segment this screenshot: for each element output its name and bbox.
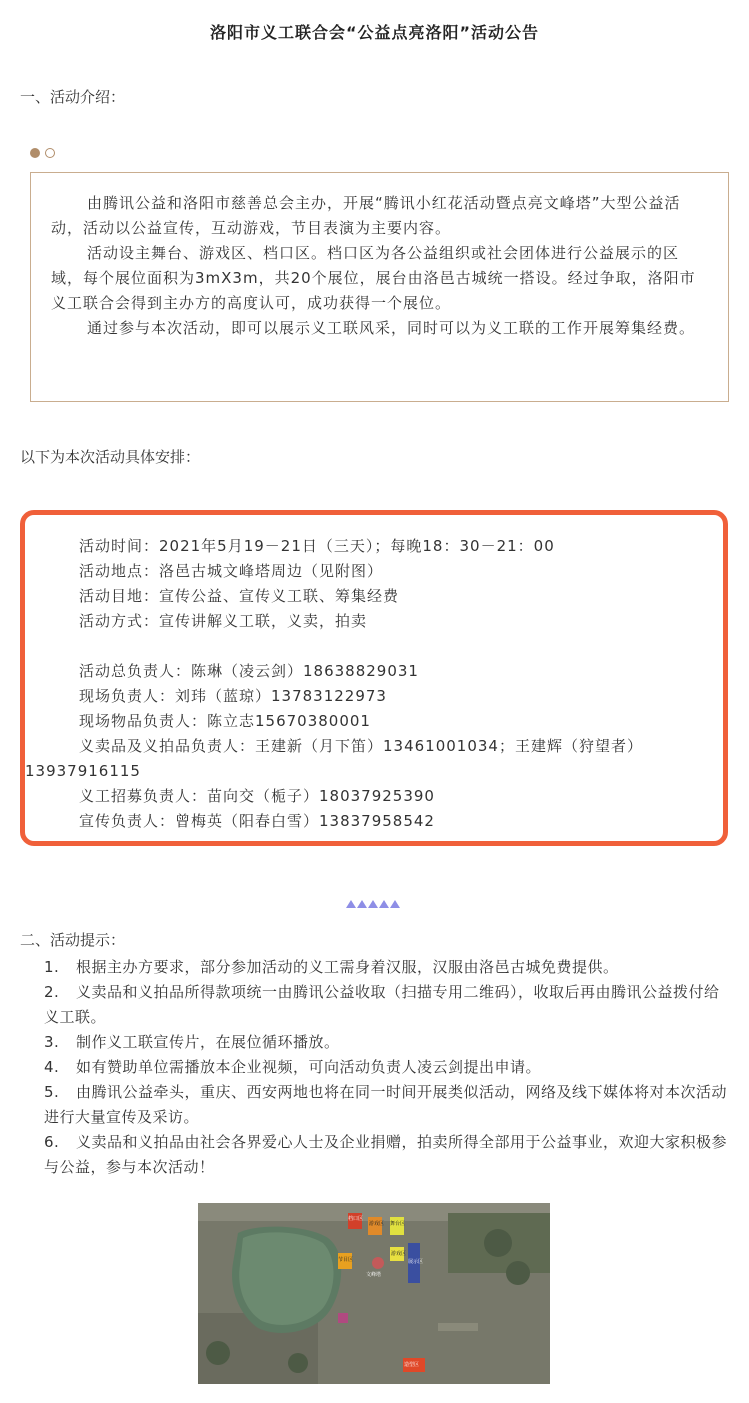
map-label: 展示区 xyxy=(408,1259,424,1265)
carousel-dot-active-icon[interactable] xyxy=(30,148,40,158)
triangle-icon xyxy=(390,900,400,908)
map-label: 节目区 xyxy=(338,1257,354,1263)
tips-list xyxy=(20,955,732,1180)
intro-paragraph: 活动设主舞台、游戏区、档口区。档口区为各公益组织或社会团体进行公益展示的区域，每个展位面积为3mX3m，共20个展位，展台由洛邑古城统一搭设。经过争取，洛阳市义工联合会得到主办方的高度认可，成功获得一个展位。 xyxy=(51,244,696,312)
schedule-location: 活动地点：洛邑古城文峰塔周边（见附图） xyxy=(79,562,384,580)
schedule-time: 活动时间：2021年5月19－21日（三天）；每晚18：30－21：00 xyxy=(79,537,555,555)
map-label: 造型区 xyxy=(404,1362,420,1368)
tip-item: 6. 义卖品和义拍品由社会各界爱心人士及企业捐赠，拍卖所得全部用于公益事业，欢迎大家积极参与公益，参与本次活动！ xyxy=(44,1133,728,1176)
triangle-icon xyxy=(379,900,389,908)
venue-map-image xyxy=(198,1203,550,1384)
triangle-icon xyxy=(368,900,378,908)
contact-line xyxy=(25,734,701,784)
triangle-icon xyxy=(357,900,367,908)
map-label: 游戏区 xyxy=(391,1251,407,1257)
intro-paragraph: 由腾讯公益和洛阳市慈善总会主办，开展“腾讯小红花活动暨点亮文峰塔”大型公益活动，活动以公益宣传，互动游戏，节目表演为主要内容。 xyxy=(51,194,681,237)
schedule-purpose: 活动目地：宣传公益、宣传义工联、筹集经费 xyxy=(79,587,400,605)
map-label: 舞台区 xyxy=(390,1221,406,1227)
contact-line: 现场负责人：刘玮（蓝琼）13783122973 xyxy=(79,687,387,705)
section-heading-intro: 一、活动介绍： xyxy=(20,88,126,106)
intro-box xyxy=(30,172,729,402)
contact-line: 活动总负责人：陈琳（凌云剑）18638829031 xyxy=(79,662,419,680)
sale-contact: 义卖品及义拍品负责人：王建新（月下笛）13461001034；王建辉（狩望者）13937916115 xyxy=(25,737,643,780)
carousel-dot-icon[interactable] xyxy=(45,148,55,158)
contact-line: 义工招募负责人：苗向交（栀子）18037925390 xyxy=(79,787,435,805)
schedule-method: 活动方式：宣传讲解义工联，义卖，拍卖 xyxy=(79,612,368,630)
page-title: 洛阳市义工联合会“公益点亮洛阳”活动公告 xyxy=(209,23,540,42)
tip-item: 2. 义卖品和义拍品所得款项统一由腾讯公益收取（扫描专用二维码），收取后再由腾讯公益拨付给义工联。 xyxy=(44,983,720,1026)
intro-paragraph: 通过参与本次活动，即可以展示义工联风采，同时可以为义工联的工作开展筹集经费。 xyxy=(87,319,696,337)
carousel-dots xyxy=(30,148,55,158)
triangle-icon xyxy=(346,900,356,908)
triangle-separator xyxy=(346,900,400,908)
tip-item: 5. 由腾讯公益牵头，重庆、西安两地也将在同一时间开展类似活动，网络及线下媒体将对本次活动进行大量宣传及采访。 xyxy=(44,1083,728,1126)
contact-line: 宣传负责人：曾梅英（阳春白雪）13837958542 xyxy=(79,812,435,830)
map-label: 游戏区 xyxy=(369,1221,385,1227)
section-heading-tips: 二、活动提示： xyxy=(20,931,126,949)
map-label: 档口区 xyxy=(348,1216,364,1222)
arrangement-intro: 以下为本次活动具体安排： xyxy=(20,448,201,466)
contact-line: 现场物品负责人：陈立志15670380001 xyxy=(79,712,371,730)
tip-item: 3. 制作义工联宣传片，在展位循环播放。 xyxy=(44,1033,340,1051)
tip-item: 1. 根据主办方要求，部分参加活动的义工需身着汉服，汉服由洛邑古城免费提供。 xyxy=(44,958,619,976)
tip-item: 4. 如有赞助单位需播放本企业视频，可向活动负责人凌云剑提出申请。 xyxy=(44,1058,542,1076)
schedule-box xyxy=(20,510,728,846)
map-label: 文峰塔 xyxy=(366,1272,382,1278)
